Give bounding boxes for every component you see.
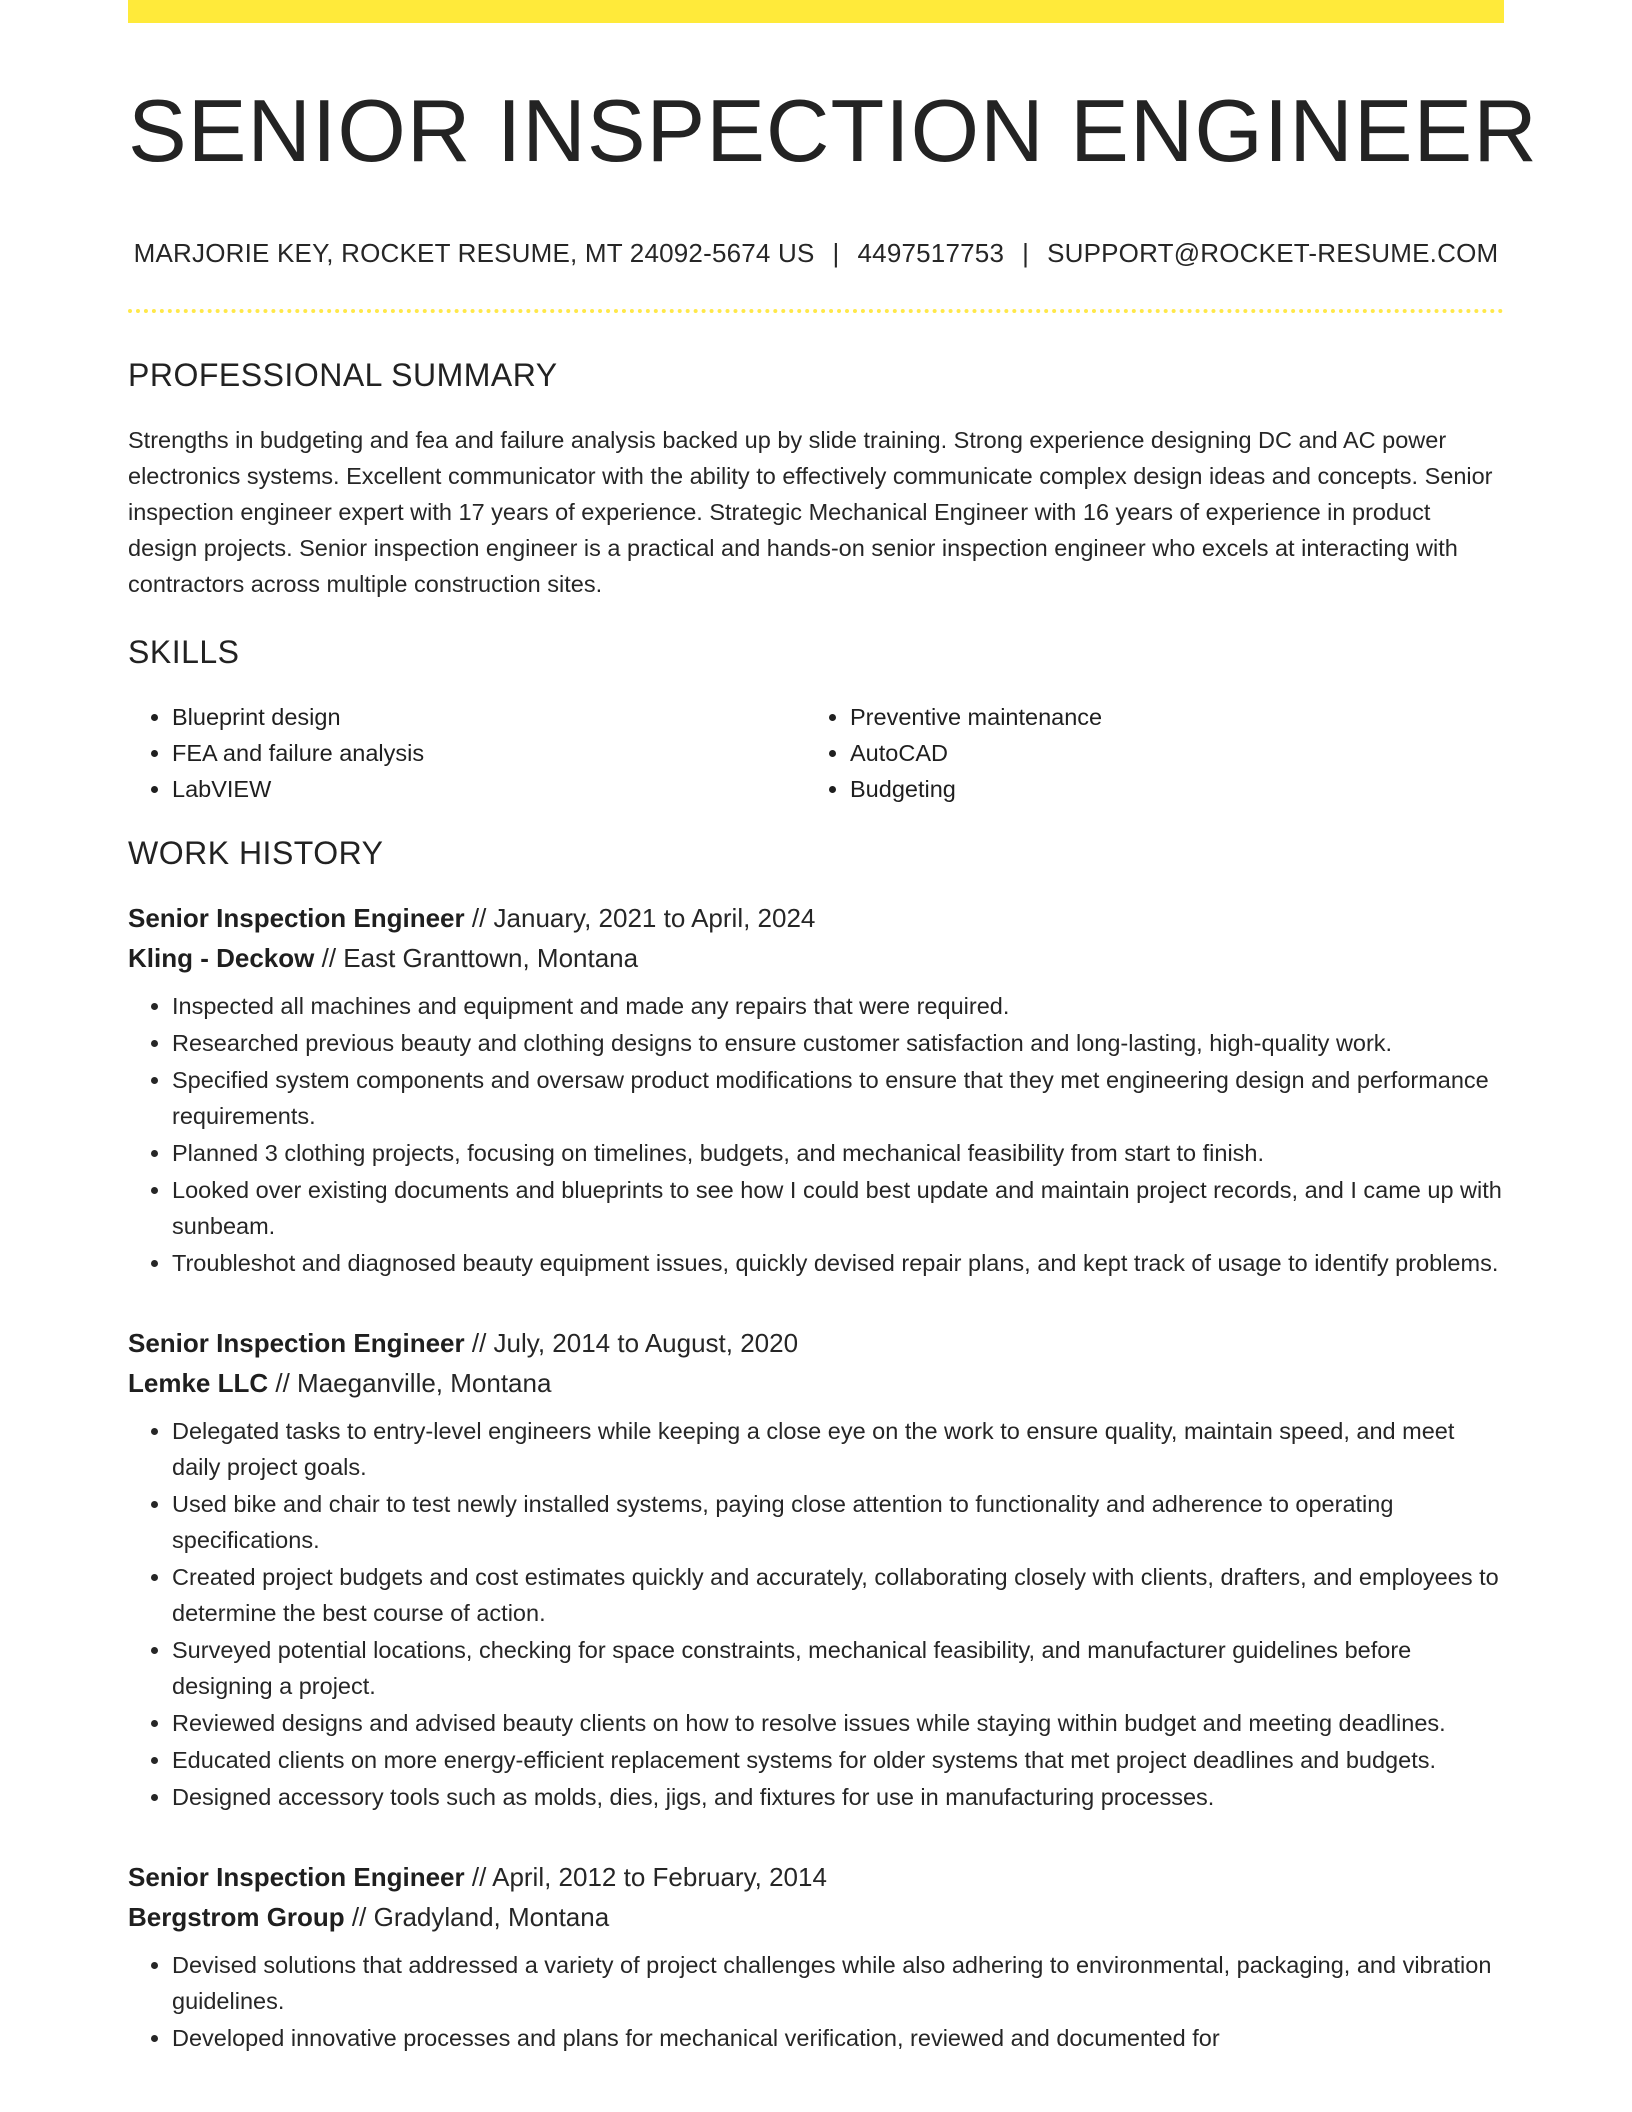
job-title-line bbox=[128, 1857, 1504, 1897]
job-bullet: • Troubleshot and diagnosed beauty equipment issues, quickly devised repair plans, and kept track of usage to identify problems. bbox=[172, 1245, 1504, 1281]
contact-phone: 4497517753 bbox=[857, 237, 1005, 268]
job-bullet: • Educated clients on more energy-efficient replacement systems for older systems that met project deadlines and budgets. bbox=[172, 1742, 1504, 1778]
dotted-divider bbox=[128, 309, 1504, 313]
job-title: Senior Inspection Engineer bbox=[128, 1327, 465, 1358]
job-bullet: • Inspected all machines and equipment and made any repairs that were required. bbox=[172, 988, 1504, 1024]
job-entry bbox=[128, 898, 1504, 1281]
job-dates: // January, 2021 to April, 2024 bbox=[471, 902, 816, 933]
job-company: Bergstrom Group bbox=[128, 1901, 345, 1932]
work-history-heading: WORK HISTORY bbox=[128, 834, 384, 871]
job-bullet: • Developed innovative processes and plans for mechanical verification, reviewed and documented for bbox=[172, 2020, 1504, 2056]
contact-address: MARJORIE KEY, ROCKET RESUME, MT 24092-5674 US bbox=[133, 237, 815, 268]
job-bullet: • Researched previous beauty and clothing designs to ensure customer satisfaction and long-lasting, high-quality work. bbox=[172, 1025, 1504, 1061]
skills-grid bbox=[128, 699, 1504, 807]
job-bullet: • Specified system components and oversaw product modifications to ensure that they met engineering design and performance requirements. bbox=[172, 1062, 1504, 1134]
skill-item: • Preventive maintenance bbox=[850, 699, 1484, 735]
job-company-line bbox=[128, 1363, 1504, 1403]
summary-text: Strengths in budgeting and fea and failure analysis backed up by slide training. Strong experience designing DC and AC power electronics systems. Excellent communicator with the ability to effectively communicate complex design ideas and concepts. Senior inspection engineer expert with 17 years of experience. Strategic Mechanical Engineer with 16 years of experience in product design projects. Senior inspection engineer is a practical and hands-on senior inspection engineer who excels at interacting with contractors across multiple construction sites. bbox=[128, 426, 1493, 597]
job-title: Senior Inspection Engineer bbox=[128, 1861, 465, 1892]
summary-heading: PROFESSIONAL SUMMARY bbox=[128, 356, 558, 393]
job-bullet: • Designed accessory tools such as molds, dies, jigs, and fixtures for use in manufacturing processes. bbox=[172, 1779, 1504, 1815]
job-bullet: • Surveyed potential locations, checking for space constraints, mechanical feasibility, and manufacturer guidelines before designing a project. bbox=[172, 1632, 1504, 1704]
job-location: // Gradyland, Montana bbox=[351, 1901, 610, 1932]
job-company-line bbox=[128, 938, 1504, 978]
skills-list-left bbox=[128, 699, 806, 807]
job-bullet: • Looked over existing documents and blueprints to see how I could best update and maintain project records, and I came up with sunbeam. bbox=[172, 1172, 1504, 1244]
job-title-line bbox=[128, 1323, 1504, 1363]
skill-item: • FEA and failure analysis bbox=[172, 735, 806, 771]
job-location: // Maeganville, Montana bbox=[275, 1367, 552, 1398]
skill-item: • Budgeting bbox=[850, 771, 1484, 807]
job-entry bbox=[128, 1323, 1504, 1815]
job-bullet-list bbox=[128, 988, 1504, 1281]
job-title-line bbox=[128, 898, 1504, 938]
resume-title: SENIOR INSPECTION ENGINEER bbox=[128, 81, 1538, 180]
job-company: Kling - Deckow bbox=[128, 942, 315, 973]
job-dates: // July, 2014 to August, 2020 bbox=[471, 1327, 799, 1358]
contact-separator: | bbox=[1022, 237, 1030, 268]
job-bullet: • Created project budgets and cost estimates quickly and accurately, collaborating closely with clients, drafters, and employees to determine the best course of action. bbox=[172, 1559, 1504, 1631]
contact-email: SUPPORT@ROCKET-RESUME.COM bbox=[1047, 237, 1499, 268]
job-company-line bbox=[128, 1897, 1504, 1937]
job-bullet-list bbox=[128, 1947, 1504, 2056]
job-bullet: • Delegated tasks to entry-level engineers while keeping a close eye on the work to ensure quality, maintain speed, and meet daily project goals. bbox=[172, 1413, 1504, 1485]
job-bullet: • Devised solutions that addressed a variety of project challenges while also adhering to environmental, packaging, and vibration guidelines. bbox=[172, 1947, 1504, 2019]
job-bullet: • Reviewed designs and advised beauty clients on how to resolve issues while staying within budget and meeting deadlines. bbox=[172, 1705, 1504, 1741]
skill-item: • AutoCAD bbox=[850, 735, 1484, 771]
accent-top-bar bbox=[128, 0, 1504, 23]
job-location: // East Granttown, Montana bbox=[321, 942, 639, 973]
job-title: Senior Inspection Engineer bbox=[128, 902, 465, 933]
job-bullet: • Used bike and chair to test newly installed systems, paying close attention to functionality and adherence to operating specifications. bbox=[172, 1486, 1504, 1558]
skill-item: • LabVIEW bbox=[172, 771, 806, 807]
skills-heading: SKILLS bbox=[128, 633, 240, 670]
skill-item: • Blueprint design bbox=[172, 699, 806, 735]
job-company: Lemke LLC bbox=[128, 1367, 269, 1398]
job-dates: // April, 2012 to February, 2014 bbox=[471, 1861, 827, 1892]
job-bullet-list bbox=[128, 1413, 1504, 1815]
contact-separator: | bbox=[832, 237, 840, 268]
job-entry bbox=[128, 1857, 1504, 2056]
contact-line bbox=[128, 238, 1504, 269]
skills-list-right bbox=[806, 699, 1484, 807]
resume-page bbox=[128, 0, 1538, 2057]
job-bullet: • Planned 3 clothing projects, focusing on timelines, budgets, and mechanical feasibility from start to finish. bbox=[172, 1135, 1504, 1171]
